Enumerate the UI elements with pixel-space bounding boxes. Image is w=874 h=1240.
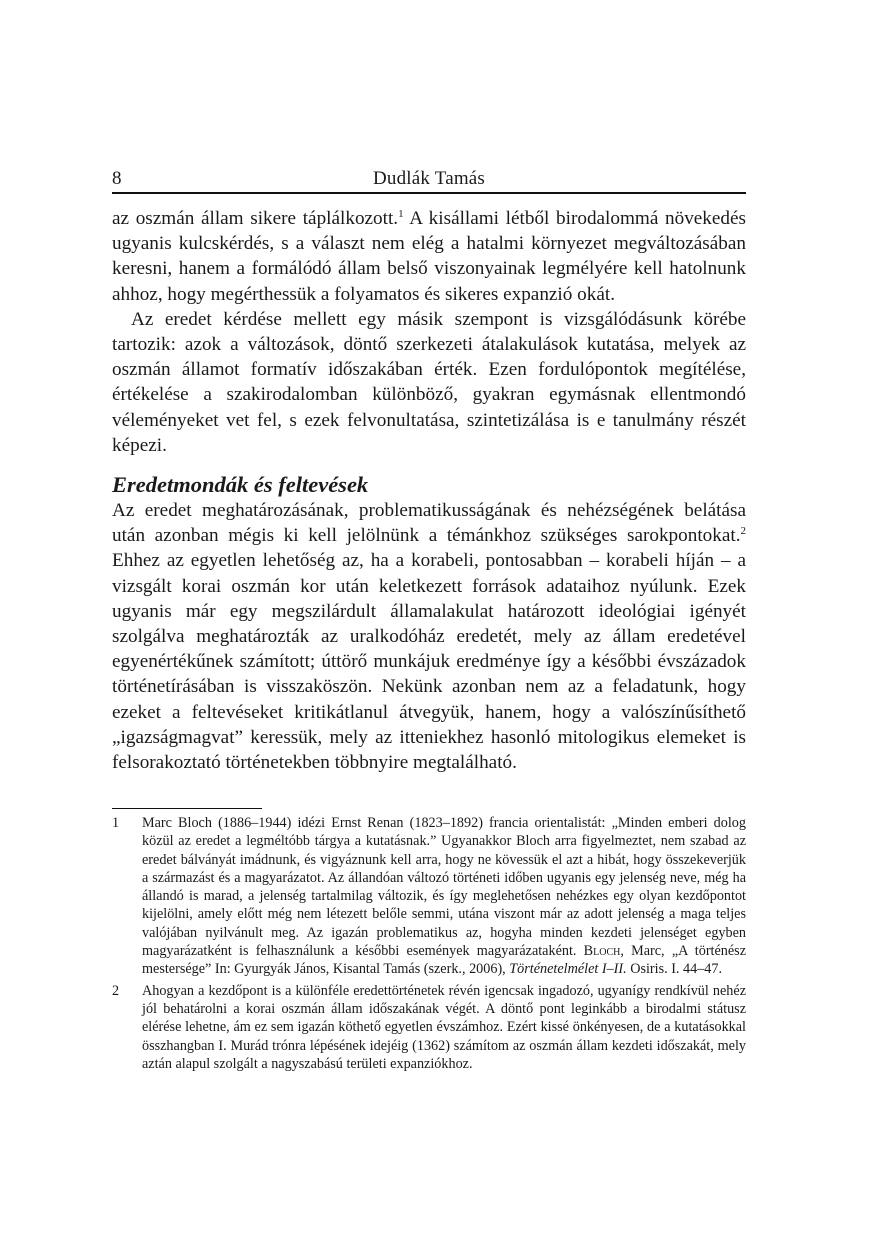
footnote-1-title: Történetelmélet I–II.: [509, 961, 627, 978]
footnote-ref-2[interactable]: 2: [740, 525, 746, 538]
footnote-text: Ahogyan a kezdőpont is a különféle eredettörténetek révén igencsak ingadozó, ugyanígy rendkívül nehéz jól behatárolni a korai oszmán állam időszakának végét. A döntő pont leginkább a birodalmi státusz elérése lehetne, ám ez sem igazán köthető egyetlen évszámhoz. Ezért kissé önkényesen, de a kutatásokkal összhangban I. Murád trónra lépésének idejéig (1362) számítom az oszmán állam kezdeti időszakát, mely aztán alapul szolgált a nagyszabású területi expanziókhoz.: [142, 982, 746, 1072]
main-text: [112, 206, 746, 775]
footnotes: [112, 814, 746, 1076]
footnote-number: 1: [112, 815, 120, 831]
running-header: [112, 166, 746, 194]
footnote-2: [112, 982, 746, 1073]
section-heading: Eredetmondák és feltevések: [112, 472, 369, 498]
running-head-author: Dudlák Tamás: [372, 168, 486, 189]
paragraph-2: Az eredet kérdése mellett egy másik szempont is vizsgálódásunk körébe tartozik: azok a változások, döntő szerkezeti átalakulások kutatása, melyek az oszmán államot formatív időszakában érték. Ezen fordulópontok megítélése, értékelése a szakirodalomban különböző, gyakran egymásnak ellentmondó véleményeket vet fel, s ezek felvonultatása, szintetizálása is e tanulmány részét képezi.: [112, 308, 746, 456]
paragraph-3: [112, 498, 746, 775]
footnote-separator: [112, 808, 262, 809]
footnote-text: [142, 814, 746, 979]
paragraph-1-rest: A kisállami létből birodalommá növekedés ugyanis kulcskérdés, s a választ nem elég a hatalmi környezet megváltozásában keresni, hanem a formálódó állam belső viszonyainak legmélyére kell hatolnunk ahhoz, hogy megérthessük a folyamatos és sikeres expanzió okát.: [112, 208, 746, 305]
footnote-1-text-a: Marc Bloch (1886–1944) idézi Ernst Renan (1823–1892) francia orientalistát: „Minden emberi dolog közül az eredet a legméltóbb tárgya a kutatásnak.” Ugyanakkor Bloch arra figyelmeztet, nem szabad az eredet bálványát imádnunk, és vigyáznunk kell arra, hogy ne kövessük el azt a hibát, hogy összekeverjük a származást és a magyarázatot. Az állandóan változó történeti időben ugyanis egy jelenség neve, még ha állandó is marad, a jelenség tartalmilag változik, és így meglehetősen nehézkes egy olyan kezdőpontot kijelölni, amely előtt még nem létezett belőle semmi, utána viszont már az adott jelenség a maga teljes valójában nyilvánult meg. Az igazán problematikus az, hogyha minden kezdeti jelenséget egyben magyarázatként is felhasználunk a későbbi események magyarázataként.: [142, 815, 746, 960]
paragraph-3-rest: Ehhez az egyetlen lehetőség az, ha a korabeli, pontosabban – korabeli híján – a vizsgált korai oszmán kor után keletkezett források adataihoz nyúlunk. Ezek ugyanis már egy megszilárdult államalakulat határozott ideológiai igényét szolgálva meghatározták az uralkodóház eredetét, mely az állam eredetével egyenértékűnek számított; úttörő munkájuk eredménye így a későbbi évszázadok történetírásában is visszaköszön. Nekünk azonban nem az a feladatunk, hogy ezeket a feltevéseket kritikátlanul átvegyük, hanem, hogy a valószínűsíthető „igazságmagvat” keressük, mely az itteniekhez hasonló mitologikus elemeket is felsorakoztató történetekben többnyire megtalálható.: [112, 550, 746, 774]
footnote-1-text-c: Osiris. I. 44–47.: [626, 961, 723, 978]
footnote-number: 2: [112, 982, 120, 999]
footnote-1: [112, 814, 746, 979]
footnote-ref-1[interactable]: 1: [398, 208, 404, 220]
paragraph-1: [112, 206, 746, 307]
paragraph-1-text: az oszmán állam sikere táplálkozott.: [112, 208, 399, 229]
paragraph-3-text: Az eredet meghatározásának, problematikusságának és nehézségének belátása után azonban mégis ki kell jelölnünk a témánkhoz szükséges sarokpontokat.: [112, 500, 746, 547]
footnote-1-author: Bloch: [583, 943, 621, 960]
page-number: 8: [112, 168, 122, 189]
footnote-1-text-b: , Marc, „A történész mestersége” In: Gyurgyák János, Kisantal Tamás (szerk., 2006),: [142, 943, 747, 978]
